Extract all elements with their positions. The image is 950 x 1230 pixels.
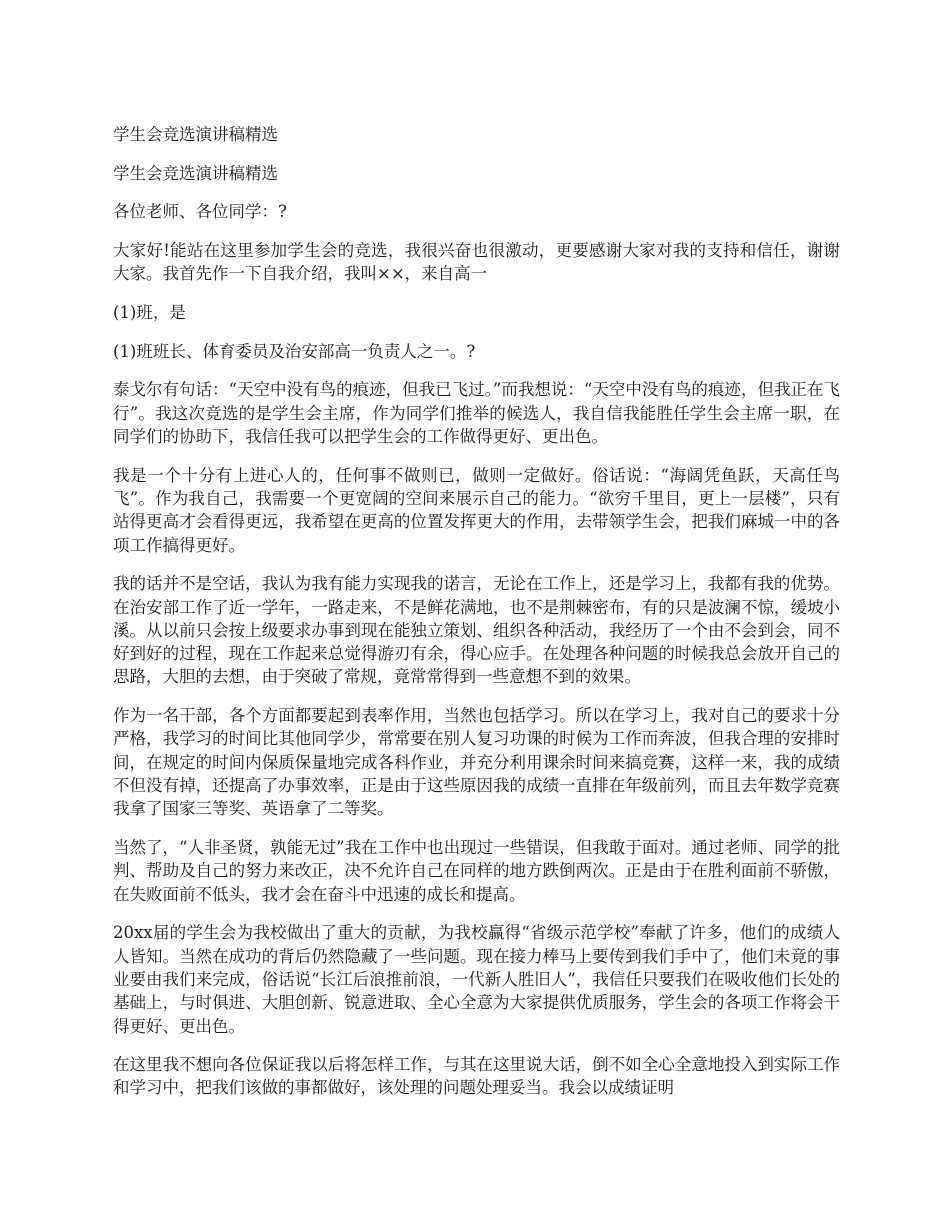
- paragraph-commitment: 在这里我不想向各位保证我以后将怎样工作，与其在这里说大话，倒不如全心全意地投入到实际工作和学习中，把我们该做的事都做好，该处理的问题处理妥当。我会以成绩证明: [113, 1055, 840, 1098]
- doc-title: 学生会竞选演讲稿精选: [113, 125, 278, 144]
- paragraph-greeting: 大家好!能站在这里参加学生会的竞选，我很兴奋也很激动，更要感谢大家对我的支持和信任，谢谢大家。我首先作一下自我介绍，我叫××，来自高一: [113, 241, 840, 284]
- doc-subtitle: 学生会竞选演讲稿精选: [113, 163, 278, 183]
- paragraph-roles: (1)班班长、体育委员及治安部高一负责人之一。?: [113, 341, 476, 361]
- paragraph-study: 作为一名干部，各个方面都要起到表率作用，当然也包括学习。所以在学习上，我对自己的要求十分严格，我学习的时间比其他同学少，常常要在别人复习功课的时候为工作而奔波，但我合理的安排时间，在规定的时间内保质保量地完成各科作业，并充分利用课余时间来搞竞赛，这样一来，我的成绩不但没有掉，还提高了办事效率，正是由于这些原因我的成绩一直排在年级前列，而且去年数学竞赛我拿了国家三等奖、英语拿了二等奖。: [113, 706, 840, 819]
- paragraph-ambition: 我是一个十分有上进心人的，任何事不做则已，做则一定做好。俗话说：“海阔凭鱼跃，天高任鸟飞”。作为我自己，我需要一个更宽阔的空间来展示自己的能力。“欲穷千里目，更上一层楼”，只有站得更高才会看得更远，我希望在更高的位置发挥更大的作用，去带领学生会，把我们麻城一中的各项工作搞得更好。: [113, 465, 840, 555]
- paragraph-ability: 我的话并不是空话，我认为我有能力实现我的诺言，无论在工作上，还是学习上，我都有我的优势。在治安部工作了近一学年，一路走来，不是鲜花满地，也不是荆棘密布，有的只是波澜不惊，缓坡小溪。从以前只会按上级要求办事到现在能独立策划、组织各种活动，我经历了一个由不会到会，同不好到好的过程，现在工作起来总觉得游刃有余，得心应手。在处理各种问题的时候我总会放开自己的思路，大胆的去想，由于突破了常规，竟常常得到一些意想不到的效果。: [113, 574, 840, 687]
- paragraph-class: (1)班，是: [113, 303, 186, 323]
- document-page: [113, 123, 840, 1115]
- salutation: 各位老师、各位同学：?: [113, 202, 287, 222]
- paragraph-mistakes: 当然了，“人非圣贤，孰能无过”我在工作中也出现过一些错误，但我敢于面对。通过老师、同学的批判、帮助及自己的努力来改正，决不允许自己在同样的地方跌倒两次。正是由于在胜利面前不骄傲，在失败面前不低头，我才会在奋斗中迅速的成长和提高。: [113, 838, 840, 904]
- paragraph-legacy: 20xx届的学生会为我校做出了重大的贡献，为我校赢得“省级示范学校”奉献了许多，他们的成绩人人皆知。当然在成功的背后仍然隐藏了一些问题。现在接力棒马上要传到我们手中了，他们未竟的事业要由我们来完成，俗话说“长江后浪推前浪，一代新人胜旧人”，我信任只要我们在吸收他们长处的基础上，与时俱进、大胆创新、锐意进取、全心全意为大家提供优质服务，学生会的各项工作将会干得更好、更出色。: [113, 923, 840, 1036]
- paragraph-tagore: 泰戈尔有句话：“天空中没有鸟的痕迹，但我已飞过。”而我想说：“天空中没有鸟的痕迹，但我正在飞行”。我这次竞选的是学生会主席，作为同学们推举的候选人，我自信我能胜任学生会主席一职，在同学们的协助下，我信任我可以把学生会的工作做得更好、更出色。: [113, 380, 840, 447]
